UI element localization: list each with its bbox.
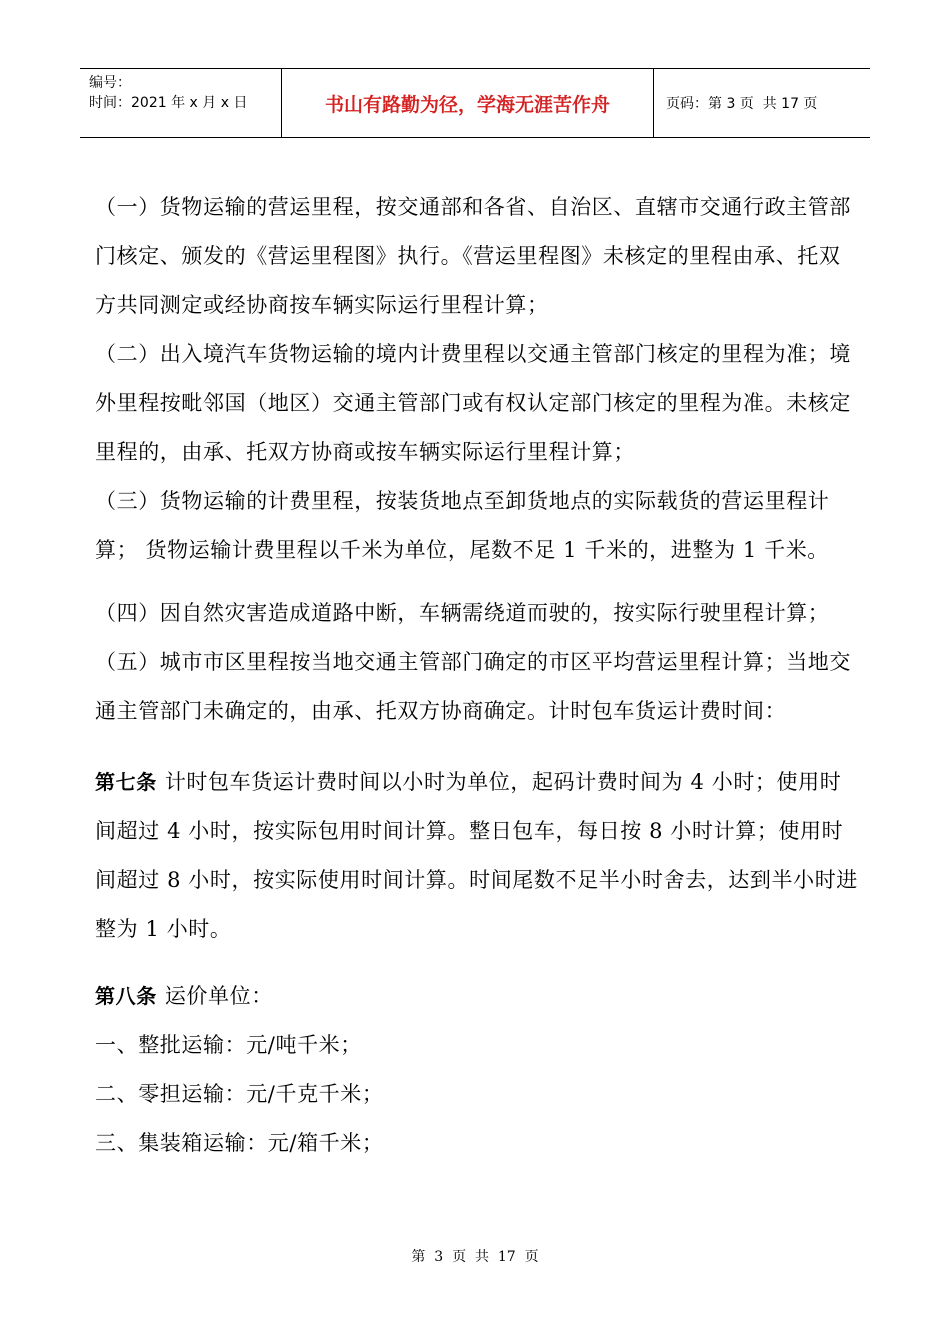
clause-2: （二）出入境汽车货物运输的境内计费里程以交通主管部门核定的里程为准；境外里程按毗邻国（地区）交通主管部门或有权认定部门核定的里程为准。未核定里程的，由承、托双方协商或按车辆实际运行里程计算； — [95, 342, 851, 464]
article-7-title: 第七条 — [95, 770, 157, 794]
header-motto: 书山有路勤为径，学海无涯苦作舟 — [324, 93, 610, 116]
header-info-cell — [80, 69, 282, 137]
document-date-label: 时间：2021 年 x 月 x 日 — [89, 95, 248, 111]
clause-4: （四）因自然灾害造成道路中断，车辆需绕道而驶的，按实际行驶里程计算； — [95, 601, 830, 625]
article-8-text: 运价单位： — [164, 984, 273, 1008]
article-8-title: 第八条 — [95, 984, 157, 1008]
page-header — [80, 68, 870, 138]
page-footer: 第 3 页 共 17 页 — [411, 1249, 539, 1265]
clause-3: （三）货物运输的计费里程，按装货地点至卸货地点的实际载货的营运里程计算； 货物运输计费里程以千米为单位，尾数不足 1 千米的，进整为 1 千米。 — [95, 489, 830, 562]
clause-1: （一）货物运输的营运里程，按交通部和各省、自治区、直辖市交通行政主管部门核定、颁发的《营运里程图》执行。《营运里程图》未核定的里程由承、托双方共同测定或经协商按车辆实际运行里程计算； — [95, 195, 851, 317]
header-page-number: 页码：第 3 页 共 17 页 — [666, 96, 818, 112]
article-7 — [95, 758, 860, 954]
header-page-cell — [654, 69, 870, 137]
document-body — [95, 183, 860, 1168]
rate-unit-item-3: 三、集装箱运输：元/箱千米； — [95, 1131, 384, 1155]
rate-unit-item-1: 一、整批运输：元/吨千米； — [95, 1033, 362, 1057]
clause-5: （五）城市市区里程按当地交通主管部门确定的市区平均营运里程计算；当地交通主管部门未确定的，由承、托双方协商确定。计时包车货运计费时间： — [95, 650, 851, 723]
document-number-label: 编号： — [89, 75, 131, 91]
article-7-text: 计时包车货运计费时间以小时为单位，起码计费时间为 4 小时；使用时间超过 4 小时，按实际包用时间计算。整日包车，每日按 8 小时计算；使用时间超过 8 小时，按实际使用时间计算。时间尾数不足半小时舍去，达到半小时进整为 1 小时。 — [95, 770, 858, 941]
header-motto-cell — [282, 69, 654, 137]
rate-unit-item-2: 二、零担运输：元/千克千米； — [95, 1082, 384, 1106]
article-8 — [95, 972, 860, 1021]
